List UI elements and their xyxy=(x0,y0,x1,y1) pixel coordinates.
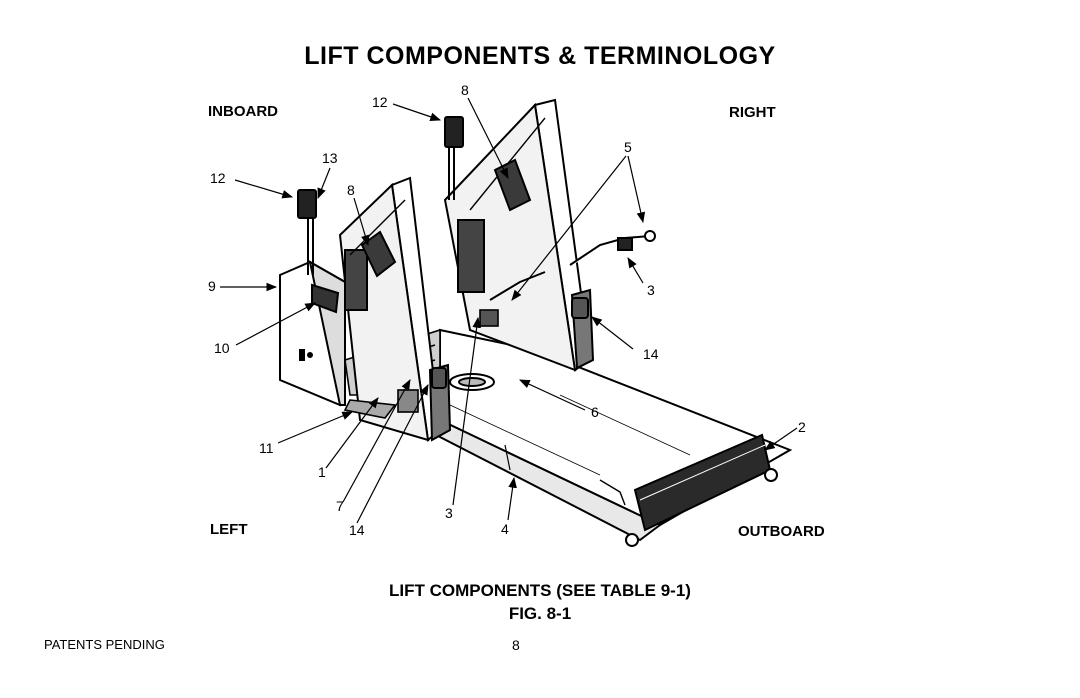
callout-2: 2 xyxy=(798,419,806,435)
callout-8-top: 8 xyxy=(461,82,469,98)
callout-9: 9 xyxy=(208,278,216,294)
callout-6: 6 xyxy=(591,404,599,420)
callout-1: 1 xyxy=(318,464,326,480)
callout-3-right: 3 xyxy=(647,282,655,298)
callout-12-top: 12 xyxy=(372,94,388,110)
page-number: 8 xyxy=(512,637,520,653)
callout-7: 7 xyxy=(336,498,344,514)
label-inboard: INBOARD xyxy=(208,103,278,120)
callout-8-left: 8 xyxy=(347,182,355,198)
callout-14-left: 14 xyxy=(349,522,365,538)
callout-13: 13 xyxy=(322,150,338,166)
label-outboard: OUTBOARD xyxy=(738,523,825,540)
callout-5: 5 xyxy=(624,139,632,155)
callout-3-bottom: 3 xyxy=(445,505,453,521)
callout-4: 4 xyxy=(501,521,509,537)
callout-12-left: 12 xyxy=(210,170,226,186)
callout-11: 11 xyxy=(259,440,274,456)
label-left: LEFT xyxy=(210,521,248,538)
page-title: LIFT COMPONENTS & TERMINOLOGY xyxy=(304,42,776,70)
callout-14-right: 14 xyxy=(643,346,659,362)
figure-caption: LIFT COMPONENTS (SEE TABLE 9-1) xyxy=(389,581,691,600)
figure-number: FIG. 8-1 xyxy=(508,604,572,623)
callout-10: 10 xyxy=(214,340,230,356)
label-right: RIGHT xyxy=(729,104,776,121)
platform xyxy=(440,330,790,540)
pump-enclosure xyxy=(280,262,345,405)
patents-notice: PATENTS PENDING xyxy=(44,637,165,652)
right-vertical-arm xyxy=(445,100,593,370)
